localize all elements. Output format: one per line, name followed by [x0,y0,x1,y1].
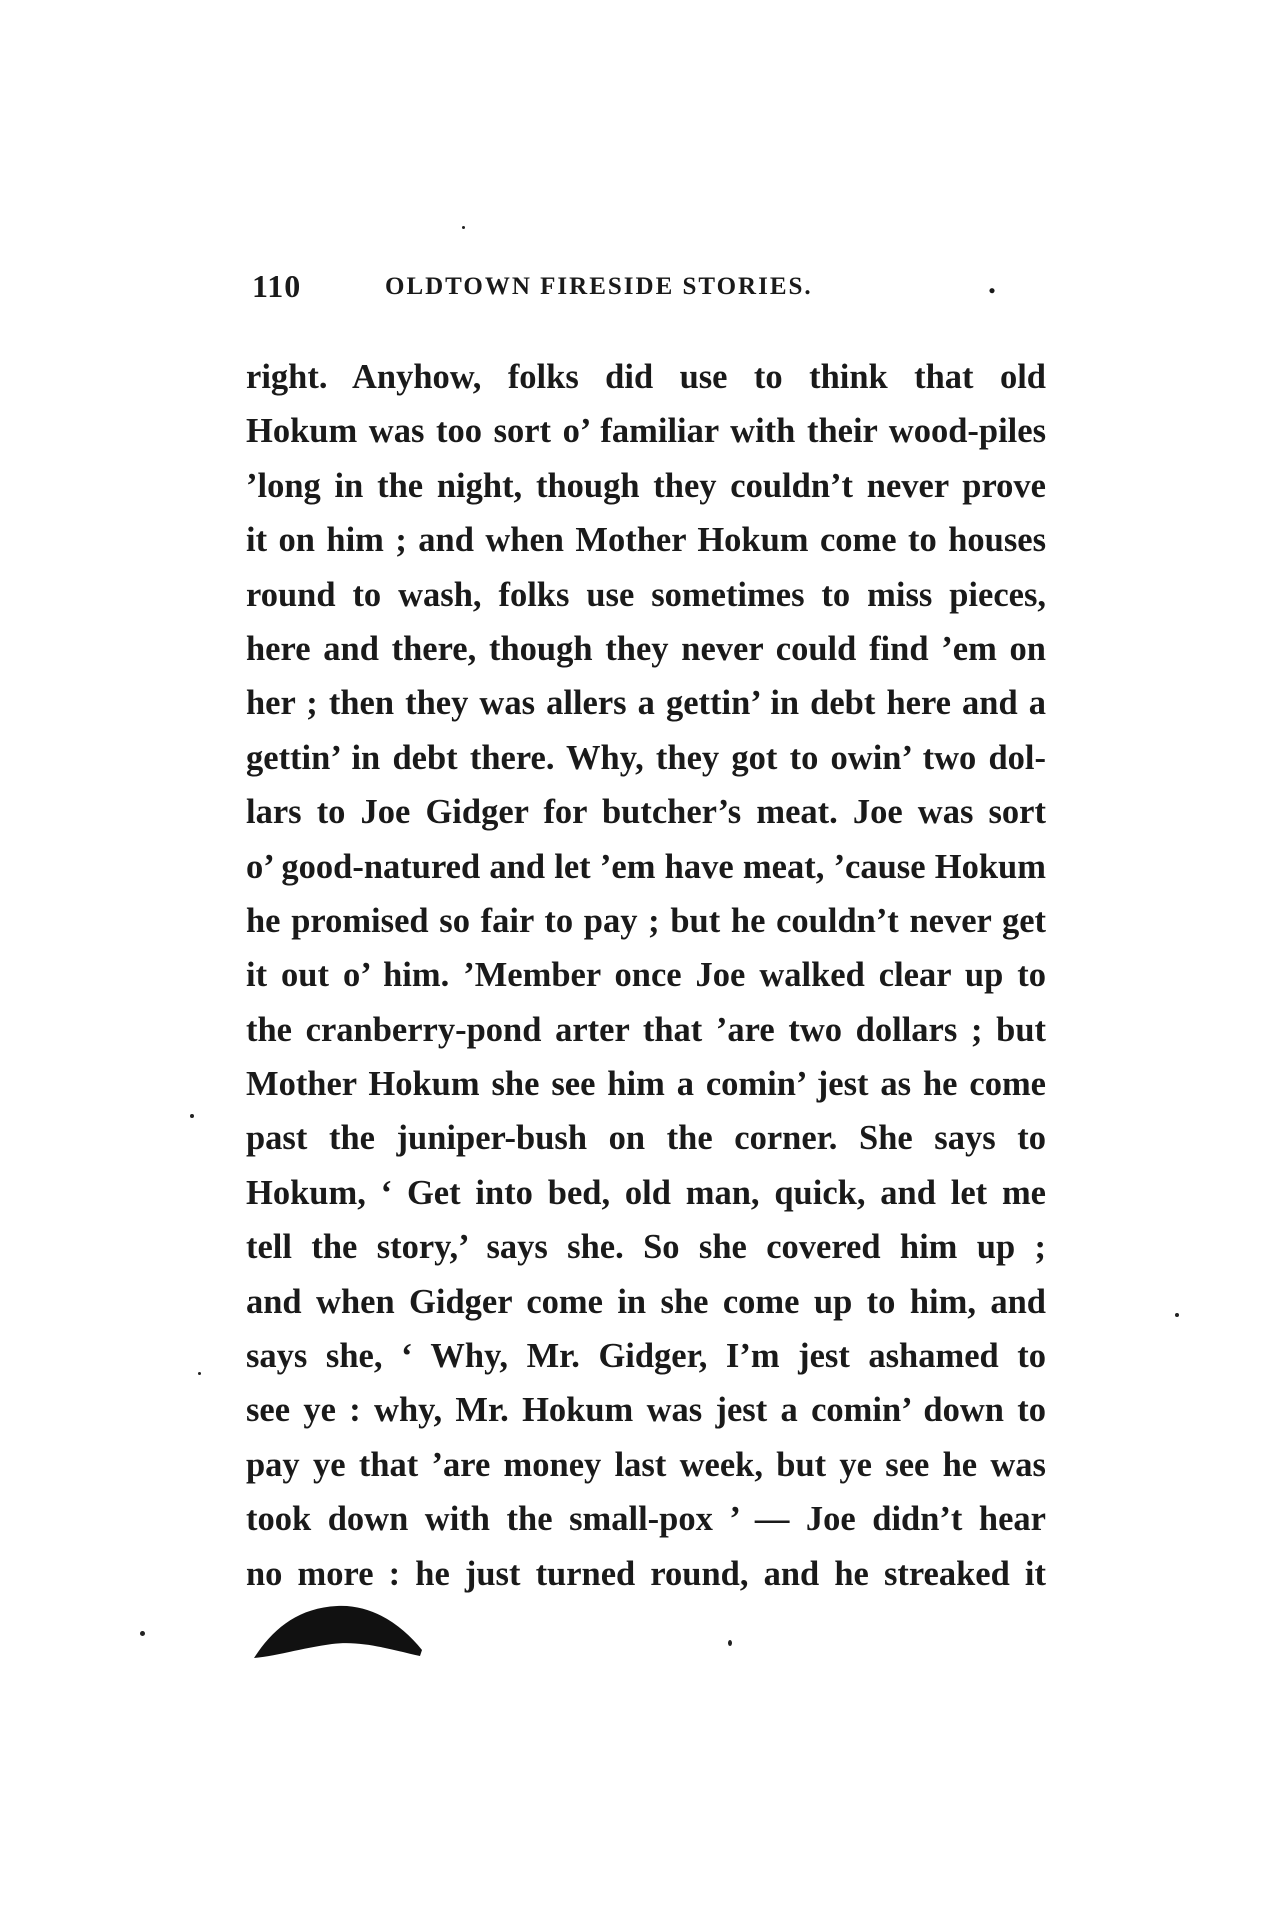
text-line: round to wash, folks use sometimes to miss pieces, [246,575,1046,614]
print-speck [462,226,465,229]
text-line: right. Anyhow, folks did use to think that old [246,358,1046,396]
print-speck [728,1640,732,1646]
text-line: her ; then they was allers a gettin’ in debt here and a [246,684,1046,723]
text-line: took down with the small-pox ’ — Joe didn’t hear [246,1500,1046,1539]
text-line: gettin’ in debt there. Why, they got to owin’ two dol- [246,738,1046,777]
text-line: says she, ‘ Why, Mr. Gidger, I’m jest ashamed to [246,1337,1046,1376]
running-title: OLDTOWN FIRESIDE STORIES. [385,273,813,300]
text-line: ’long in the night, though they couldn’t never prove [246,466,1046,505]
text-line: Hokum was too sort o’ familiar with their wood-piles [246,412,1046,451]
print-speck [140,1631,145,1636]
text-line: tell the story,’ says she. So she covered him up ; [246,1228,1046,1267]
text-line: it out o’ him. ’Member once Joe walked clear up to [246,956,1046,995]
text-line: Mother Hokum she see him a comin’ jest as he come [246,1065,1046,1104]
text-line: and when Gidger come in she come up to him, and [246,1282,1046,1321]
text-line: it on him ; and when Mother Hokum come to houses [246,521,1046,560]
text-line: Hokum, ‘ Get into bed, old man, quick, and let me [246,1173,1046,1212]
print-speck [198,1372,201,1375]
text-line: here and there, though they never could find ’em on [246,629,1046,668]
running-head [252,264,1052,308]
text-line: pay ye that ’are money last week, but ye see he was [246,1445,1046,1484]
text-line: he promised so fair to pay ; but he couldn’t never get [246,901,1046,940]
running-head-mark: . [988,264,996,300]
page-number: 110 [252,268,302,304]
print-speck [1175,1313,1179,1317]
body-text [246,350,1046,1601]
text-line: no more : he just turned round, and he streaked it [246,1554,1046,1593]
print-speck [190,1114,194,1118]
text-line: past the juniper-bush on the corner. She says to [246,1119,1046,1158]
ink-blot-ornament [252,1600,442,1660]
text-line: see ye : why, Mr. Hokum was jest a comin’ down to [246,1391,1046,1430]
text-line: o’ good-natured and let ’em have meat, ’cause Hokum [246,847,1046,886]
text-line: lars to Joe Gidger for butcher’s meat. Joe was sort [246,793,1046,832]
text-line: the cranberry-pond arter that ’are two dollars ; but [246,1010,1046,1049]
